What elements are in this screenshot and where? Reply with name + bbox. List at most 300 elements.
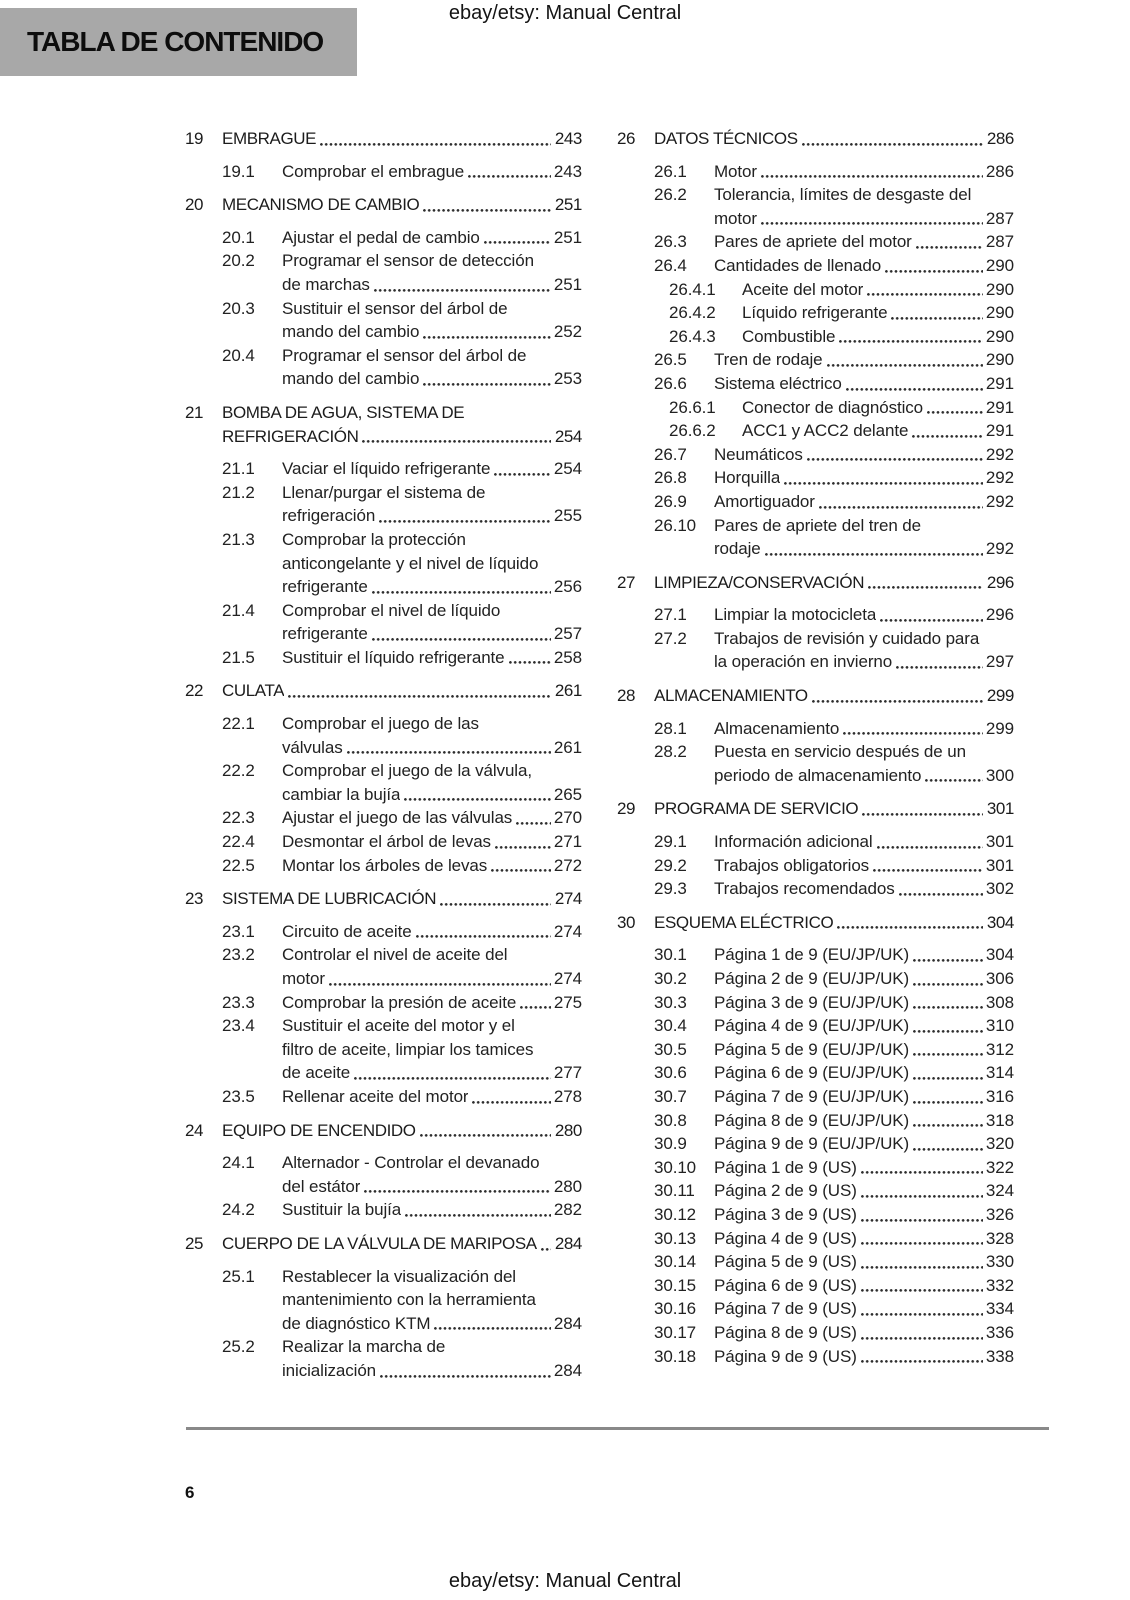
dot-leader bbox=[861, 1242, 983, 1245]
toc-entry-title bbox=[222, 401, 582, 448]
toc-entry bbox=[185, 759, 582, 806]
toc-entry-number: 26.4.2 bbox=[669, 303, 716, 323]
toc-entry bbox=[617, 1250, 1014, 1274]
toc-entry-title-line bbox=[714, 230, 1014, 254]
toc-entry-title-line bbox=[714, 1297, 1014, 1321]
footer-page-number: 6 bbox=[185, 1483, 195, 1502]
toc-entry-number: 26.10 bbox=[654, 515, 697, 535]
toc-entry-title-line bbox=[222, 1232, 582, 1256]
toc-entry bbox=[617, 1038, 1014, 1062]
toc-page-number: 301 bbox=[986, 799, 1014, 819]
dot-leader bbox=[404, 798, 551, 801]
toc-section bbox=[185, 1119, 582, 1222]
toc-entry-title bbox=[282, 1151, 582, 1198]
toc-entry bbox=[617, 490, 1014, 514]
toc-entry-title bbox=[714, 466, 1014, 490]
toc-entry-title bbox=[742, 396, 1014, 420]
toc-entry-title-line: Trabajos de revisión y cuidado para bbox=[714, 628, 980, 648]
toc-entry-title-text: mando del cambio bbox=[282, 369, 420, 389]
toc-entry-title bbox=[714, 183, 1014, 230]
dot-leader bbox=[891, 317, 982, 320]
toc-entry bbox=[617, 943, 1014, 967]
toc-entry-title-line: Sustituir el aceite del motor y el bbox=[282, 1016, 515, 1036]
toc-entry-title-line bbox=[742, 325, 1014, 349]
page-heading: TABLA DE CONTENIDO bbox=[27, 26, 324, 57]
toc-entry bbox=[617, 301, 1014, 325]
toc-entry-title-line bbox=[714, 348, 1014, 372]
toc-entry-title-line bbox=[282, 1175, 582, 1199]
toc-entry-title bbox=[282, 712, 582, 759]
toc-entry bbox=[617, 1085, 1014, 1109]
document-footer-title: ebay/etsy: Manual Central bbox=[448, 1570, 682, 1592]
toc-entry-title-line bbox=[714, 854, 1014, 878]
toc-entry-title-line bbox=[714, 764, 1014, 788]
toc-entry-title-text: Sustituir la bujía bbox=[282, 1200, 402, 1220]
toc-entry bbox=[617, 160, 1014, 184]
toc-entry-title bbox=[714, 1297, 1014, 1321]
toc-entry-title-text: DATOS TÉCNICOS bbox=[654, 129, 798, 148]
toc-page-number: 287 bbox=[985, 232, 1014, 252]
toc-entry-title-line bbox=[282, 367, 582, 391]
toc-entry-title-text: MECANISMO DE CAMBIO bbox=[222, 195, 420, 215]
dot-leader bbox=[861, 1195, 983, 1198]
toc-entry-title-line bbox=[282, 1312, 582, 1336]
toc-entry-title bbox=[222, 127, 582, 151]
page-heading-bar bbox=[0, 8, 357, 76]
toc-entry-title bbox=[714, 877, 1014, 901]
toc-page-number: 257 bbox=[553, 624, 582, 644]
toc-entry-title bbox=[282, 249, 582, 296]
toc-page-number: 275 bbox=[553, 992, 582, 1012]
toc-page-number: 320 bbox=[985, 1134, 1014, 1154]
dot-leader bbox=[837, 926, 983, 929]
toc-entry-title-text: Página 3 de 9 (EU/JP/UK) bbox=[714, 992, 910, 1012]
dot-leader bbox=[913, 1101, 983, 1104]
toc-entry-title bbox=[714, 490, 1014, 514]
toc-page-number: 301 bbox=[985, 855, 1014, 875]
toc-page-number: 286 bbox=[986, 129, 1014, 148]
toc-entry-title-text: PROGRAMA DE SERVICIO bbox=[654, 799, 859, 819]
toc-entry-title-line bbox=[282, 991, 582, 1015]
toc-entry-number: 30.6 bbox=[654, 1063, 687, 1083]
toc-entry-title-text: Motor bbox=[714, 161, 757, 181]
toc-section bbox=[617, 797, 1014, 900]
toc-entry-number: 24.2 bbox=[222, 1200, 255, 1220]
dot-leader bbox=[812, 700, 983, 703]
toc-entry-number: 30.7 bbox=[654, 1086, 687, 1106]
toc-entry bbox=[617, 396, 1014, 420]
toc-page-number: 284 bbox=[553, 1313, 582, 1333]
toc-entry bbox=[617, 967, 1014, 991]
dot-leader bbox=[765, 553, 983, 556]
toc-entry-title-text: Comprobar el embrague bbox=[282, 161, 465, 181]
toc-entry-title-line: Pares de apriete del tren de bbox=[714, 515, 922, 535]
toc-entry-title bbox=[714, 1038, 1014, 1062]
toc-entry-number: 22.5 bbox=[222, 855, 255, 875]
toc-entry-title-text: Pares de apriete del motor bbox=[714, 232, 912, 252]
toc-entry-title bbox=[714, 1156, 1014, 1180]
toc-entry-title-line bbox=[714, 207, 1014, 231]
toc-entry-title-text: de marchas bbox=[282, 274, 370, 294]
toc-entry-title bbox=[282, 646, 582, 670]
toc-entry-title-line bbox=[282, 160, 582, 184]
dot-leader bbox=[347, 751, 551, 754]
toc-entry-title-line bbox=[714, 1132, 1014, 1156]
toc-entry-number: 21.1 bbox=[222, 459, 255, 479]
toc-section-heading bbox=[617, 797, 1014, 821]
toc-entry bbox=[617, 1109, 1014, 1133]
toc-page-number: 292 bbox=[985, 539, 1014, 559]
toc-entry-title bbox=[714, 1179, 1014, 1203]
toc-entry-title-line bbox=[282, 575, 582, 599]
toc-entry-number: 25.1 bbox=[222, 1266, 255, 1286]
dot-leader bbox=[541, 1248, 551, 1251]
dot-leader bbox=[288, 695, 551, 698]
toc-entry-title-line bbox=[714, 1203, 1014, 1227]
toc-column-right bbox=[617, 127, 1014, 1383]
toc-entry-title-text: Página 3 de 9 (US) bbox=[714, 1204, 857, 1224]
toc-entry-title-line bbox=[282, 806, 582, 830]
dot-leader bbox=[423, 383, 551, 386]
dot-leader bbox=[868, 586, 983, 589]
toc-entry-title bbox=[714, 1014, 1014, 1038]
toc-page-number: 253 bbox=[553, 369, 582, 389]
dot-leader bbox=[761, 175, 983, 178]
toc-entry-number: 20.2 bbox=[222, 251, 255, 271]
toc-entry-title-text: refrigerante bbox=[282, 577, 368, 597]
dot-leader bbox=[913, 1148, 983, 1151]
toc-entry-title-line: Comprobar el juego de las bbox=[282, 714, 479, 734]
toc-entry-title-text: Información adicional bbox=[714, 832, 873, 852]
toc-section-heading bbox=[185, 1232, 582, 1256]
toc-entry-title-line bbox=[714, 1345, 1014, 1369]
toc-page-number: 280 bbox=[553, 1176, 582, 1196]
toc-section-heading bbox=[617, 911, 1014, 935]
toc-entry-title-text: válvulas bbox=[282, 737, 343, 757]
toc-entry-number: 23.4 bbox=[222, 1016, 255, 1036]
toc-entry-title-line bbox=[714, 160, 1014, 184]
toc-page-number: 261 bbox=[554, 681, 582, 701]
toc-entry bbox=[185, 160, 582, 184]
toc-entry bbox=[617, 514, 1014, 561]
toc-entry-number: 26.6.1 bbox=[669, 397, 716, 417]
dot-leader bbox=[861, 1313, 983, 1316]
dot-leader bbox=[440, 903, 551, 906]
toc-entry-title bbox=[282, 528, 582, 599]
toc-page-number: 271 bbox=[553, 832, 582, 852]
toc-entry-title bbox=[282, 1265, 582, 1336]
toc-entry-number: 30.17 bbox=[654, 1322, 697, 1342]
dot-leader bbox=[927, 411, 983, 414]
toc-entry-title-line bbox=[714, 1061, 1014, 1085]
toc-entry-title-text: Rellenar aceite del motor bbox=[282, 1086, 469, 1106]
toc-page-number: 310 bbox=[985, 1016, 1014, 1036]
toc-entry-title bbox=[714, 1061, 1014, 1085]
toc-page-number: 318 bbox=[985, 1110, 1014, 1130]
toc-entry-number: 26.6.2 bbox=[669, 421, 716, 441]
toc-entry-title bbox=[714, 514, 1014, 561]
toc-entry-title-text: del estátor bbox=[282, 1176, 361, 1196]
toc-entry-title-text: ACC1 y ACC2 delante bbox=[742, 421, 909, 441]
footer-rule bbox=[186, 1427, 1049, 1430]
toc-entry-title-text: Página 9 de 9 (EU/JP/UK) bbox=[714, 1134, 910, 1154]
toc-entry-title-line: Puesta en servicio después de un bbox=[714, 742, 966, 762]
toc-entry-title-line bbox=[222, 127, 582, 151]
toc-entry-title-text: refrigerante bbox=[282, 624, 368, 644]
toc-entry-number: 22.1 bbox=[222, 714, 255, 734]
toc-entry-title-text: Neumáticos bbox=[714, 444, 803, 464]
toc-entry-title-text: CUERPO DE LA VÁLVULA DE MARIPOSA bbox=[222, 1233, 537, 1253]
toc-entry-title-line bbox=[654, 571, 1014, 595]
toc-entry-title-text: refrigeración bbox=[282, 506, 376, 526]
toc-page-number: 280 bbox=[554, 1120, 582, 1140]
toc-entry-title-text: Horquilla bbox=[714, 468, 781, 488]
toc-entry-number: 26.1 bbox=[654, 161, 687, 181]
toc-entry-number: 21.4 bbox=[222, 600, 255, 620]
toc-entry bbox=[185, 991, 582, 1015]
dot-leader bbox=[877, 846, 983, 849]
toc-page-number: 322 bbox=[985, 1157, 1014, 1177]
toc-entry-number: 20.4 bbox=[222, 345, 255, 365]
dot-leader bbox=[423, 336, 551, 339]
toc-section bbox=[617, 911, 1014, 1368]
toc-entry bbox=[617, 1274, 1014, 1298]
toc-entry-title-line bbox=[742, 396, 1014, 420]
table-of-contents bbox=[185, 127, 1014, 1383]
toc-entry-number: 30.9 bbox=[654, 1134, 687, 1154]
dot-leader bbox=[495, 846, 551, 849]
toc-entry bbox=[617, 1132, 1014, 1156]
toc-entry-title-text: la operación en invierno bbox=[714, 652, 893, 672]
toc-entry bbox=[617, 740, 1014, 787]
toc-entry-number: 24 bbox=[185, 1120, 204, 1140]
toc-entry bbox=[617, 1061, 1014, 1085]
toc-page-number: 282 bbox=[553, 1200, 582, 1220]
toc-entry-title bbox=[714, 717, 1014, 741]
toc-entry-title bbox=[282, 226, 582, 250]
toc-entry-number: 27.2 bbox=[654, 628, 687, 648]
toc-entry-title-line bbox=[282, 830, 582, 854]
toc-entry bbox=[617, 254, 1014, 278]
toc-entry-number: 30.12 bbox=[654, 1204, 697, 1224]
toc-entry-number: 30.14 bbox=[654, 1252, 697, 1272]
toc-page-number: 316 bbox=[985, 1086, 1014, 1106]
toc-section bbox=[617, 684, 1014, 787]
toc-entry-number: 20.3 bbox=[222, 298, 255, 318]
toc-page-number: 292 bbox=[985, 468, 1014, 488]
toc-entry-title bbox=[714, 943, 1014, 967]
toc-entry-title-line bbox=[222, 679, 582, 703]
dot-leader bbox=[873, 869, 983, 872]
toc-entry-number: 22.4 bbox=[222, 832, 255, 852]
toc-entry-title-line bbox=[714, 1085, 1014, 1109]
toc-entry-title-line: Comprobar el nivel de líquido bbox=[282, 600, 501, 620]
toc-entry-number: 25.2 bbox=[222, 1337, 255, 1357]
toc-entry-number: 26.8 bbox=[654, 468, 687, 488]
toc-entry-title bbox=[654, 797, 1014, 821]
dot-leader bbox=[362, 440, 551, 443]
toc-entry-number: 29.2 bbox=[654, 855, 687, 875]
dot-leader bbox=[913, 983, 983, 986]
toc-entry-title-line bbox=[282, 504, 582, 528]
toc-entry bbox=[617, 278, 1014, 302]
toc-entry-title-text: Sustituir el líquido refrigerante bbox=[282, 647, 505, 667]
toc-entry-title-line bbox=[282, 783, 582, 807]
toc-page-number: 261 bbox=[553, 737, 582, 757]
dot-leader bbox=[925, 779, 983, 782]
toc-entry-title bbox=[714, 1203, 1014, 1227]
toc-entry-title bbox=[742, 325, 1014, 349]
toc-entry-title-line bbox=[714, 991, 1014, 1015]
toc-page-number: 299 bbox=[985, 718, 1014, 738]
toc-entry-title-line: BOMBA DE AGUA, SISTEMA DE bbox=[222, 402, 465, 422]
toc-entry-title-line: anticongelante y el nivel de líquido bbox=[282, 553, 539, 573]
toc-entry bbox=[617, 183, 1014, 230]
dot-leader bbox=[472, 1101, 550, 1104]
toc-page-number: 300 bbox=[985, 765, 1014, 785]
toc-entry-title bbox=[222, 679, 582, 703]
toc-entry bbox=[617, 325, 1014, 349]
toc-entry-number: 30.10 bbox=[654, 1157, 697, 1177]
toc-page-number: 270 bbox=[553, 808, 582, 828]
toc-entry-title-text: Trabajos recomendados bbox=[714, 879, 895, 899]
toc-entry-title-line: mantenimiento con la herramienta bbox=[282, 1290, 536, 1310]
toc-entry-title-line bbox=[714, 1109, 1014, 1133]
toc-entry-title-text: mando del cambio bbox=[282, 322, 420, 342]
toc-entry bbox=[617, 1014, 1014, 1038]
dot-leader bbox=[380, 1375, 551, 1378]
dot-leader bbox=[839, 340, 983, 343]
toc-entry-title-text: Amortiguador bbox=[714, 491, 815, 511]
toc-entry-number: 28 bbox=[617, 686, 636, 706]
toc-entry bbox=[185, 854, 582, 878]
toc-entry-title bbox=[282, 991, 582, 1015]
toc-entry-title-line bbox=[742, 278, 1014, 302]
toc-entry bbox=[617, 419, 1014, 443]
toc-page-number: 254 bbox=[553, 459, 582, 479]
dot-leader bbox=[861, 1289, 983, 1292]
toc-entry-title bbox=[282, 920, 582, 944]
toc-entry-title-text: Trabajos obligatorios bbox=[714, 855, 870, 875]
toc-page-number: 274 bbox=[553, 969, 582, 988]
toc-entry-number: 19.1 bbox=[222, 161, 255, 181]
dot-leader bbox=[880, 619, 983, 622]
toc-entry bbox=[617, 830, 1014, 854]
toc-entry-title-line bbox=[714, 466, 1014, 490]
toc-entry-title-text: Página 4 de 9 (US) bbox=[714, 1228, 857, 1248]
toc-page-number: 306 bbox=[985, 969, 1014, 988]
dot-leader bbox=[912, 435, 983, 438]
toc-page-number: 291 bbox=[985, 397, 1014, 417]
toc-entry-title bbox=[282, 806, 582, 830]
toc-entry-title bbox=[714, 348, 1014, 372]
toc-entry-title-text: motor bbox=[714, 208, 757, 228]
toc-page-number: 243 bbox=[554, 129, 582, 148]
toc-page-number: 304 bbox=[985, 945, 1014, 965]
toc-entry-number: 26.2 bbox=[654, 185, 687, 205]
toc-entry-title-line bbox=[282, 1359, 582, 1383]
toc-entry-title-line: Restablecer la visualización del bbox=[282, 1266, 516, 1286]
toc-section bbox=[185, 401, 582, 670]
toc-entry bbox=[617, 1227, 1014, 1251]
toc-page-number: 265 bbox=[553, 784, 582, 804]
toc-page-number: 314 bbox=[985, 1063, 1014, 1083]
toc-entry-title-line bbox=[714, 877, 1014, 901]
toc-entry-title-line bbox=[714, 650, 1014, 674]
toc-entry-title bbox=[654, 684, 1014, 708]
toc-entry-title-line bbox=[282, 1061, 582, 1085]
toc-entry-number: 26.3 bbox=[654, 232, 687, 252]
dot-leader bbox=[913, 959, 983, 962]
toc-entry-title-line bbox=[714, 1227, 1014, 1251]
toc-page-number: 328 bbox=[985, 1228, 1014, 1248]
dot-leader bbox=[364, 1190, 551, 1193]
toc-page-number: 243 bbox=[553, 161, 582, 181]
toc-entry-number: 23 bbox=[185, 889, 204, 909]
toc-entry-number: 30.3 bbox=[654, 992, 687, 1012]
toc-entry-title bbox=[714, 1109, 1014, 1133]
toc-entry bbox=[185, 528, 582, 599]
toc-entry-title bbox=[282, 599, 582, 646]
toc-page-number: 304 bbox=[986, 912, 1014, 932]
toc-page-number: 312 bbox=[985, 1039, 1014, 1059]
toc-entry-title bbox=[282, 344, 582, 391]
toc-entry-title bbox=[282, 1198, 582, 1222]
toc-entry-title-line bbox=[282, 736, 582, 760]
toc-entry-title-text: Página 2 de 9 (EU/JP/UK) bbox=[714, 969, 910, 988]
toc-entry-title bbox=[654, 127, 1014, 151]
toc-column-left bbox=[185, 127, 582, 1383]
toc-entry-title bbox=[654, 911, 1014, 935]
toc-entry-title-line bbox=[282, 226, 582, 250]
dot-leader bbox=[509, 661, 551, 664]
toc-page-number: 291 bbox=[985, 421, 1014, 441]
toc-entry-title-text: ESQUEMA ELÉCTRICO bbox=[654, 912, 834, 932]
toc-entry-number: 30.5 bbox=[654, 1039, 687, 1059]
toc-entry bbox=[185, 1085, 582, 1109]
dot-leader bbox=[899, 893, 983, 896]
toc-entry-title bbox=[282, 943, 582, 990]
toc-page-number: 278 bbox=[553, 1086, 582, 1106]
toc-entry bbox=[185, 1335, 582, 1382]
toc-page-number: 296 bbox=[985, 605, 1014, 625]
toc-entry-title-line bbox=[714, 1014, 1014, 1038]
toc-entry-title-line bbox=[654, 911, 1014, 935]
toc-page-number: 252 bbox=[553, 322, 582, 342]
toc-entry bbox=[617, 717, 1014, 741]
dot-leader bbox=[861, 1266, 983, 1269]
toc-entry bbox=[185, 830, 582, 854]
toc-entry-number: 26.4 bbox=[654, 255, 687, 275]
toc-entry bbox=[617, 348, 1014, 372]
toc-page-number: 338 bbox=[985, 1346, 1014, 1366]
toc-entry-title-text: Página 8 de 9 (EU/JP/UK) bbox=[714, 1110, 910, 1130]
toc-entry-title-line bbox=[654, 684, 1014, 708]
toc-entry-title bbox=[654, 571, 1014, 595]
toc-entry-title bbox=[714, 1132, 1014, 1156]
toc-entry bbox=[617, 466, 1014, 490]
toc-entry-title bbox=[282, 457, 582, 481]
toc-entry-title-line: Alternador - Controlar el devanado bbox=[282, 1153, 540, 1173]
toc-entry-title-line: Tolerancia, límites de desgaste del bbox=[714, 185, 972, 205]
toc-entry-title-text: Vaciar el líquido refrigerante bbox=[282, 459, 491, 479]
toc-page-number: 302 bbox=[985, 879, 1014, 899]
toc-entry bbox=[185, 943, 582, 990]
toc-entry-number: 25 bbox=[185, 1233, 204, 1253]
dot-leader bbox=[913, 1030, 983, 1033]
dot-leader bbox=[802, 143, 983, 146]
document-header-title: ebay/etsy: Manual Central bbox=[448, 2, 682, 24]
